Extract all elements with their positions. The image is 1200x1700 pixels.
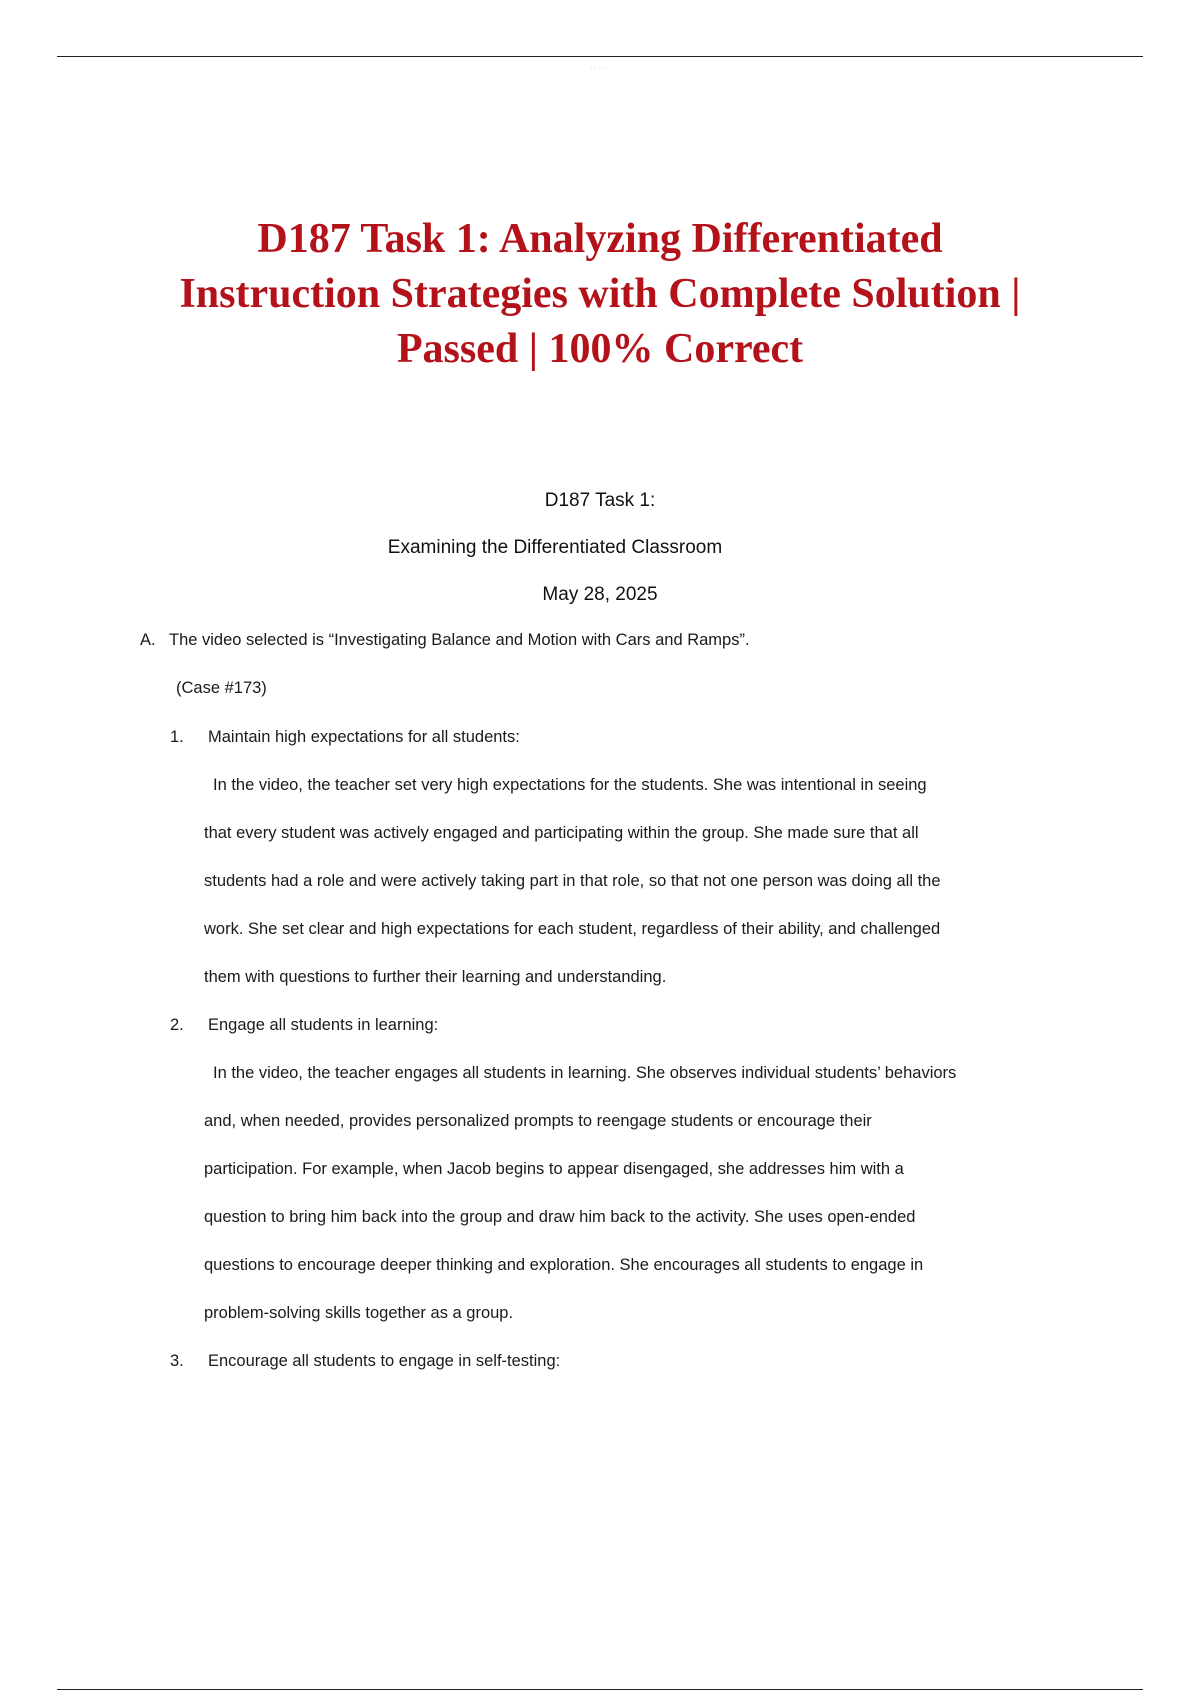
list-item-1-heading	[170, 728, 520, 747]
section-a	[140, 631, 750, 650]
header-mark: · · · · ·	[590, 66, 610, 72]
list-item-3-number: 3.	[170, 1352, 184, 1370]
task-heading: D187 Task 1:	[544, 490, 656, 511]
paragraph-line: In the video, the teacher engages all students in learning. She observes individual students’ behaviors	[213, 1064, 957, 1082]
list-item-2-heading	[170, 1016, 438, 1035]
list-item-1-title: Maintain high expectations for all students:	[208, 728, 520, 746]
section-a-marker: A.	[140, 631, 156, 649]
document-title	[100, 212, 1100, 377]
title-line-2: Instruction Strategies with Complete Solution |	[179, 271, 1021, 317]
paragraph-line: In the video, the teacher set very high expectations for the students. She was intentional in seeing	[213, 776, 927, 794]
list-item-2-title: Engage all students in learning:	[208, 1016, 439, 1034]
list-item-1-number: 1.	[170, 728, 184, 746]
date-heading: May 28, 2025	[542, 584, 658, 605]
case-number: (Case #173)	[176, 679, 267, 697]
section-a-text: The video selected is “Investigating Balance and Motion with Cars and Ramps”.	[169, 631, 750, 649]
paragraph-line: question to bring him back into the group and draw him back to the activity. She uses open-ended	[204, 1208, 916, 1226]
paragraph-line: students had a role and were actively taking part in that role, so that not one person was doing all the	[204, 872, 941, 890]
paragraph-line: problem-solving skills together as a group.	[204, 1304, 514, 1322]
paragraph-line: questions to encourage deeper thinking and exploration. She encourages all students to engage in	[204, 1256, 924, 1274]
paragraph-line: work. She set clear and high expectations for each student, regardless of their ability, and challenged	[204, 920, 941, 938]
bottom-rule	[57, 1689, 1143, 1690]
paragraph-line: them with questions to further their learning and understanding.	[204, 968, 667, 986]
list-item-2-number: 2.	[170, 1016, 184, 1034]
topic-heading: Examining the Differentiated Classroom	[387, 537, 723, 558]
list-item-3-heading	[170, 1352, 560, 1371]
paragraph-line: participation. For example, when Jacob begins to appear disengaged, she addresses him with a	[204, 1160, 904, 1178]
title-line-3: Passed | 100% Correct	[396, 326, 804, 372]
list-item-3-title: Encourage all students to engage in self-testing:	[208, 1352, 561, 1370]
paragraph-line: and, when needed, provides personalized prompts to reengage students or encourage their	[204, 1112, 872, 1130]
title-line-1: D187 Task 1: Analyzing Differentiated	[257, 216, 943, 262]
top-rule	[57, 56, 1143, 57]
paragraph-line: that every student was actively engaged and participating within the group. She made sure that all	[204, 824, 919, 842]
